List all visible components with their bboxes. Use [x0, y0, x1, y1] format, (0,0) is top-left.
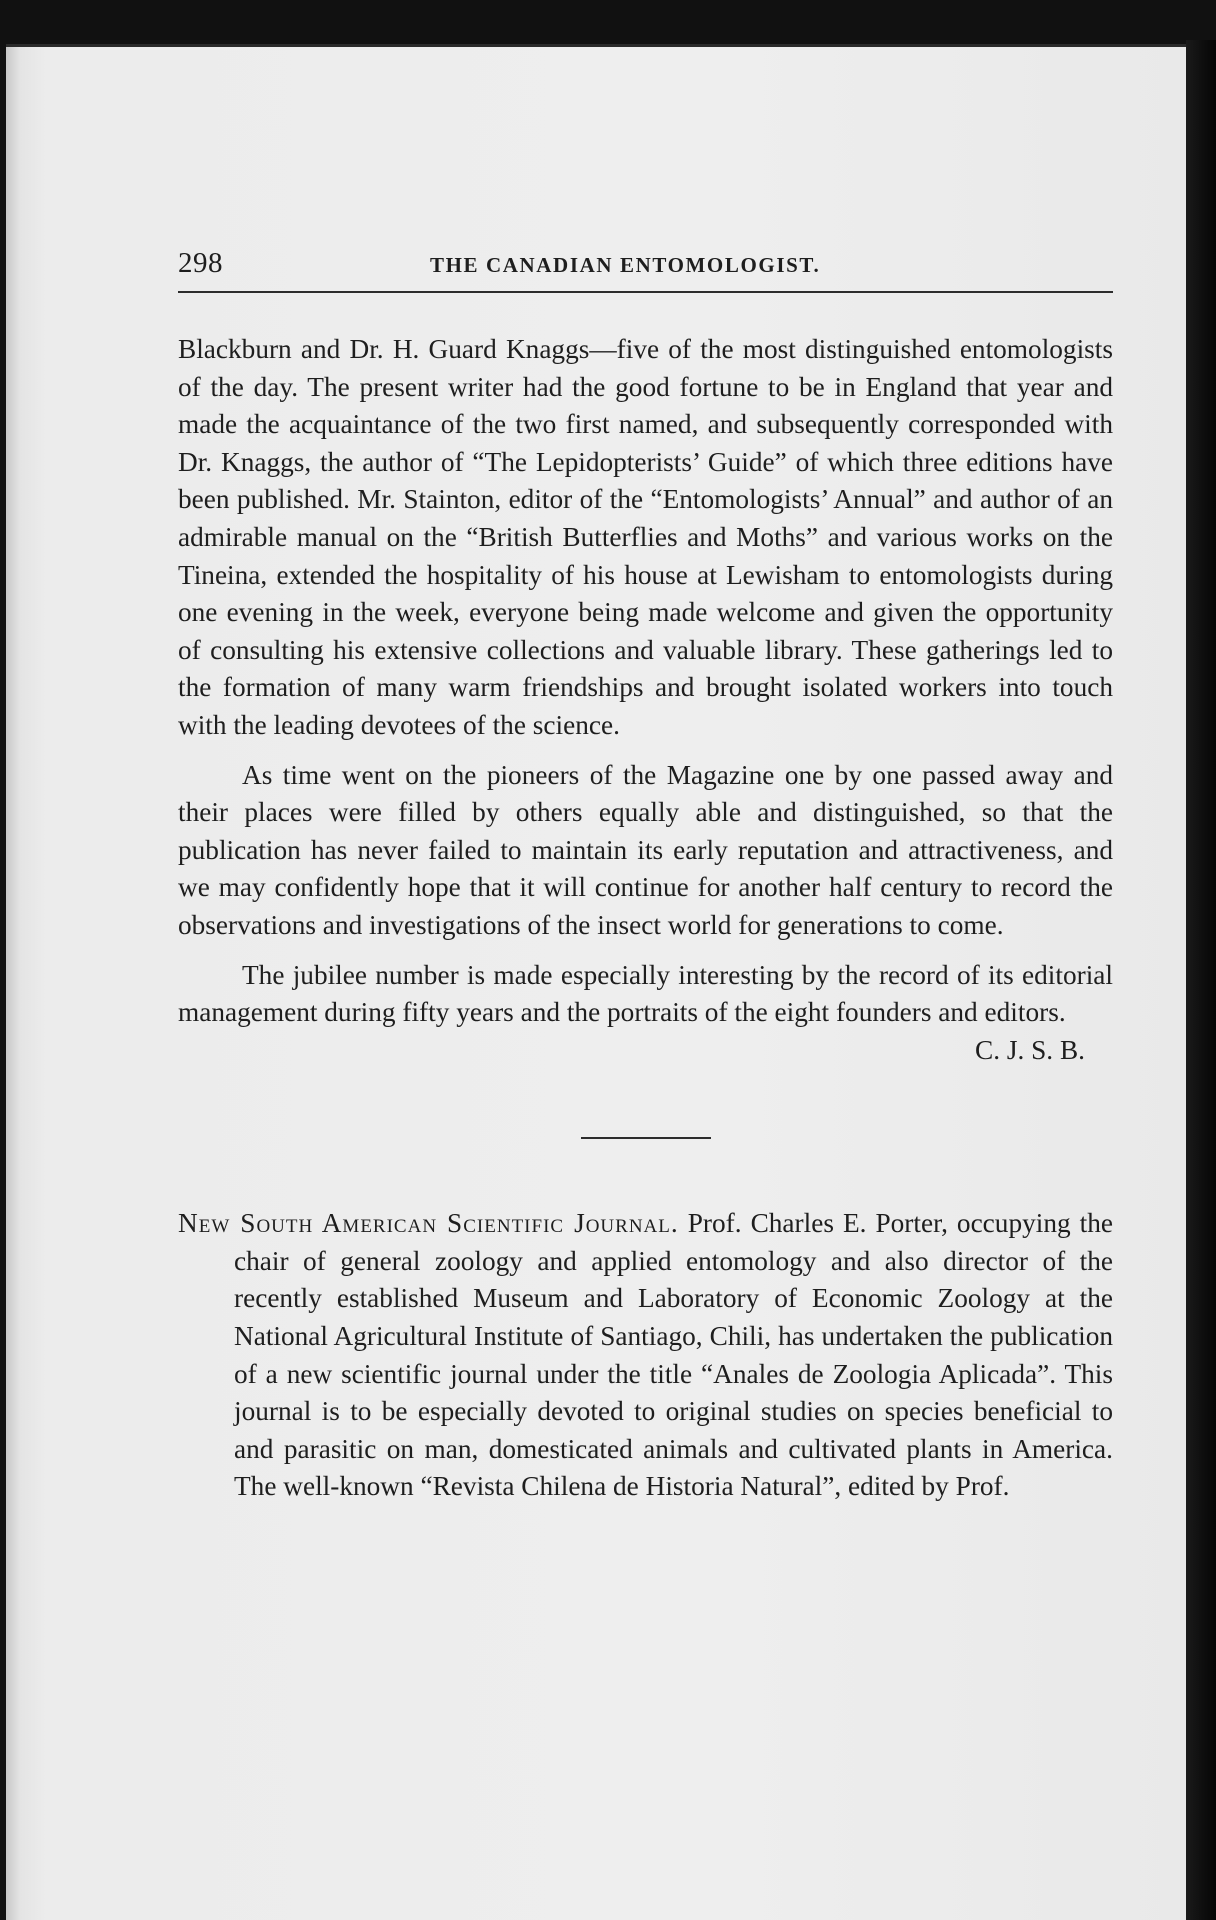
section-divider: [581, 1137, 711, 1139]
notice-new-journal: [178, 1205, 1113, 1506]
page-edge-shadow: [1186, 40, 1216, 1920]
notice-title: New South American Scientific Journal.: [178, 1208, 679, 1239]
jubilee-text: The jubilee number is made especially interesting by the record of its editorial management during fifty years and the portraits of the eight founders and editors.: [178, 959, 1113, 1028]
paragraph-continuation: Blackburn and Dr. H. Guard Knaggs—five of the most distinguished entomologists of the day. The present writer had the good fortune to be in England that year and made the acquaintance of the two first named, and subsequently corresponded with Dr. Knaggs, the author of “The Lepidopterists’ Guide” of which three editions have been published. Mr. Stainton, editor of the “Entomologists’ Annual” and author of an admirable manual on the “British Butterflies and Moths” and various works on the Tineina, extended the hospitality of his house at Lewisham to entomologists during one evening in the week, everyone being made welcome and given the opportunity of consulting his extensive collections and valuable library. These gatherings led to the formation of many warm friendships and brought isolated workers into touch with the leading devotees of the science.: [178, 334, 1113, 740]
signature-line: [178, 1032, 1113, 1070]
notice-body: Prof. Charles E. Porter, occupying the chair of general zoology and applied entomology and also director of the recently established Museum and Laboratory of Economic Zoology at the National Agricultural Institute of Santiago, Chili, has undertaken the publication of a new scientific journal under the title “Anales de Zoologia Aplicada”. This journal is to be especially devoted to original studies on species beneficial to and parasitic on man, domesticated animals and cultivated plants in America. The well-known “Revista Chilena de Historia Natural”, edited by Prof.: [234, 1208, 1113, 1502]
journal-title: THE CANADIAN ENTOMOLOGIST.: [430, 253, 821, 277]
book-page: [6, 44, 1186, 1920]
running-head: [178, 247, 1113, 293]
paragraph-pioneers: As time went on the pioneers of the Magazine one by one passed away and their places were filled by others equally able and distinguished, so that the publication has never failed to maintain its early reputation and attractiveness, and we may confidently hope that it will continue for another half century to record the observations and investigations of the insect world for generations to come.: [178, 759, 1113, 940]
page-number: 298: [178, 247, 223, 279]
paragraph-jubilee: [178, 957, 1113, 1070]
author-signature: C. J. S. B.: [975, 1034, 1085, 1065]
page-content: [178, 247, 1113, 1506]
